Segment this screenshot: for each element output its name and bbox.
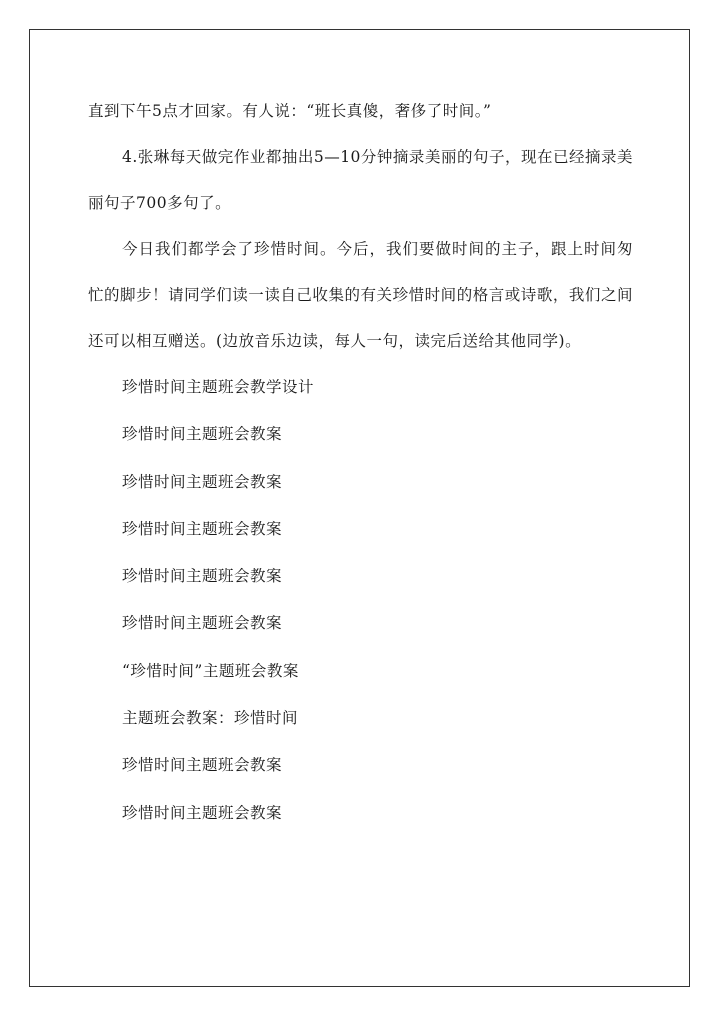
related-title-item[interactable]: 主题班会教案：珍惜时间	[122, 709, 299, 728]
paragraph-2: 4.张琳每天做完作业都抽出5—10分钟摘录美丽的句子，现在已经摘录美丽句子700多句了。	[88, 148, 633, 212]
related-title-item[interactable]: “珍惜时间”主题班会教案	[122, 661, 299, 680]
paragraph-3: 今日我们都学会了珍惜时间。今后，我们要做时间的主子，跟上时间匆忙的脚步！请同学们读一读自己收集的有关珍惜时间的格言或诗歌，我们之间还可以相互赠送。(边放音乐边读，每人一句，读完后送给其他同学)。	[88, 240, 633, 350]
related-title-item[interactable]: 珍惜时间主题班会教案	[122, 803, 283, 822]
document-body	[88, 88, 633, 837]
related-title-item[interactable]: 珍惜时间主题班会教学设计	[122, 378, 315, 396]
related-titles-list	[88, 364, 633, 837]
paragraph-1: 直到下午5点才回家。有人说：“班长真傻，奢侈了时间。”	[88, 102, 492, 120]
related-title-item[interactable]: 珍惜时间主题班会教案	[122, 472, 283, 491]
related-title-item[interactable]: 珍惜时间主题班会教案	[122, 614, 283, 633]
related-title-item[interactable]: 珍惜时间主题班会教案	[122, 567, 283, 586]
related-title-item[interactable]: 珍惜时间主题班会教案	[122, 519, 283, 538]
related-title-item[interactable]: 珍惜时间主题班会教案	[122, 756, 283, 775]
related-title-item[interactable]: 珍惜时间主题班会教案	[122, 425, 283, 444]
